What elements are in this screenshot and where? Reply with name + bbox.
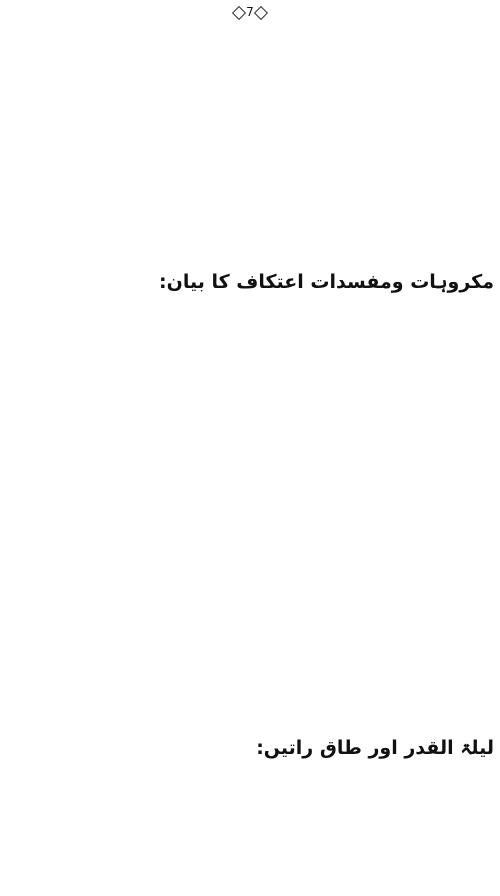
section-heading: مکروہات ومفسدات اعتکاف کا بیان: — [159, 271, 494, 293]
page-number: 7 — [232, 2, 268, 22]
section-heading: لیلۃ القدر اور طاق راتیں: — [256, 737, 494, 759]
